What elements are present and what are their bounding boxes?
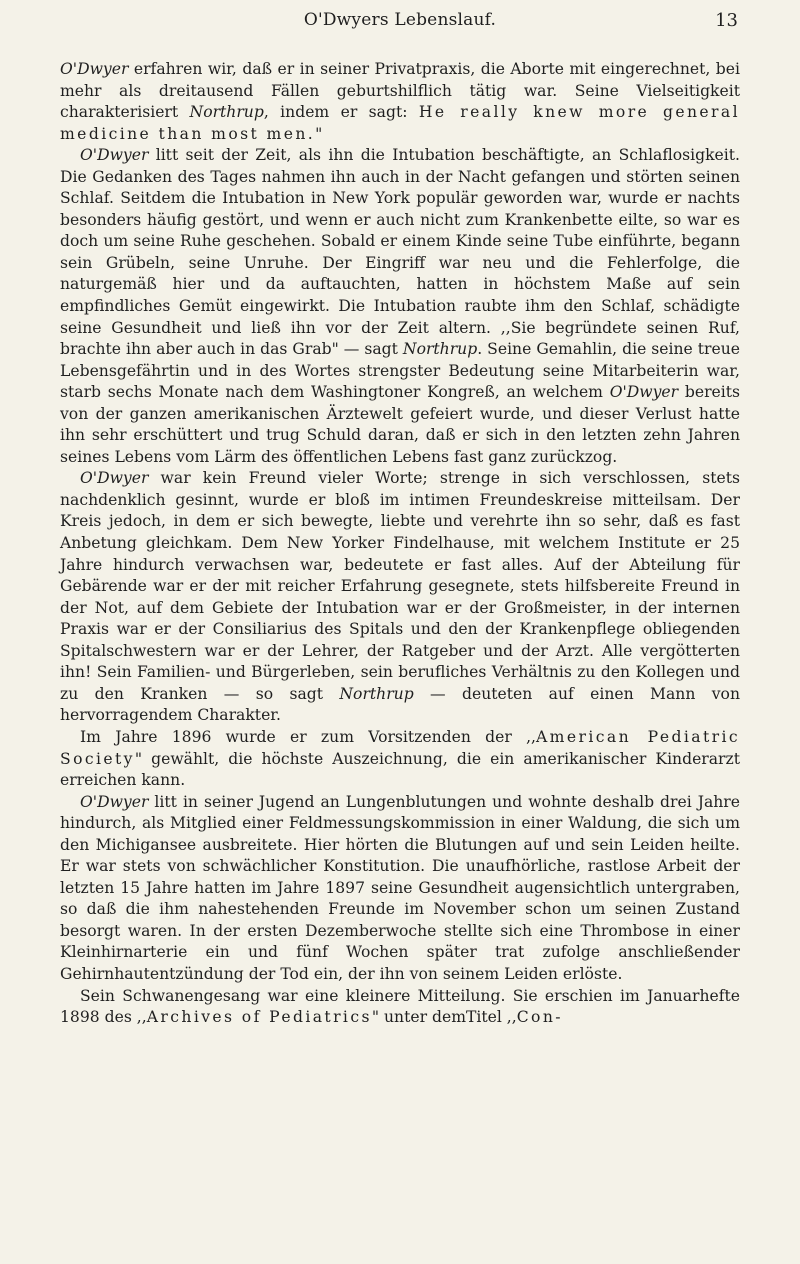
- paragraph: [60, 468, 740, 727]
- spaced-emphasis: Con-: [516, 1008, 563, 1027]
- paragraph: [60, 986, 740, 1029]
- person-name: O'Dwyer: [80, 146, 149, 165]
- person-name: O'Dwyer: [80, 469, 149, 488]
- text-run: Im Jahre 1896 wurde er zum Vorsitzenden der ,,: [80, 727, 537, 746]
- page-number: 13: [715, 10, 738, 31]
- text-run: " gewählt, die höchste Auszeichnung, die ein amerikanischer Kinderarzt erreichen kann.: [60, 749, 740, 790]
- text-run: litt in seiner Jugend an Lungenblutungen und wohnte deshalb drei Jahre hindurch, als Mitglied einer Feldmessungskommission in einer Waldung, die sich um den Michigansee ausbreitete. Hier hörten die Blutungen auf und sein Leiden heilte. Er war stets von schwächlicher Konstitution. Die unaufhörliche, rastlose Arbeit der letzten 15 Jahre hatten im Jahre 1897 seine Gesundheit augensichtlich untergraben, so daß die ihm nahestehenden Freunde im November schon um seinen Zustand besorgt waren. In der ersten Dezemberwoche stellte sich eine Thrombose in einer Kleinhirnarterie ein und fünf Wochen später trat zufolge anschließender Gehirnhautentzündung der Tod ein, der ihn von seinem Leiden erlöste.: [60, 792, 740, 983]
- running-header: [0, 10, 800, 36]
- paragraph: [60, 59, 740, 145]
- text-run: . Seine Gemahlin, die seine treue Lebensgefährtin und in des Wortes strengster Bedeutung seine Mitarbeiterin war, starb sechs Monate nach dem Washingtoner Kongreß, an welchem: [60, 340, 740, 402]
- paragraph: [60, 792, 740, 986]
- text-run: — deuteten auf einen Mann von hervorragendem Charakter.: [60, 684, 740, 725]
- person-name: Northrup: [189, 103, 264, 122]
- person-name: Northrup: [402, 340, 478, 359]
- text-run: erfahren wir, daß er in seiner Privatpraxis, die Aborte mit eingerechnet, bei mehr als dreitausend Fällen geburtshilflich tätig war. Seine Vielseitigkeit charakterisiert: [60, 60, 740, 122]
- person-name: O'Dwyer: [80, 792, 149, 811]
- text-run: litt seit der Zeit, als ihn die Intubation beschäftigte, an Schlaflosigkeit. Die Gedanken des Tages nahmen ihn auch in der Nacht gefangen und störten seinen Schlaf. Seitdem die Intubation in New York populär geworden war, wurde er nachts besonders häufig gestört, und wenn er auch nicht zum Krankenbette eilte, so war es doch um seine Ruhe geschehen. Sobald er einem Kinde seine Tube einführte, begann sein Grübeln, seine Unruhe. Der Eingriff war neu und die Fehlerfolge, die naturgemäß hier und da auftauchten, hatten in höchstem Maße auf sein empfindliches Gemüt eingewirkt. Die Intubation raubte ihm den Schlaf, schädigte seine Gesundheit und ließ ihn vor der Zeit altern. ,,Sie begründete seinen Ruf, brachte ihn aber auch in das Grab" — sagt: [60, 146, 740, 359]
- running-title: O'Dwyers Lebenslauf.: [303, 10, 497, 30]
- paragraph: [60, 145, 740, 468]
- text-run: bereits von der ganzen amerikanischen Ärztewelt gefeiert wurde, und dieser Verlust hatte ihn sehr erschüttert und trug Schuld daran, daß er sich in den letzten zehn Jahren seines Lebens vom Lärm des öffentlichen Lebens fast ganz zurückzog.: [60, 383, 741, 466]
- text-run: ": [315, 124, 323, 143]
- spaced-emphasis: He really knew more general medicine than most men.: [60, 103, 740, 143]
- text-run: , indem er sagt:: [263, 103, 419, 122]
- text-run: " unter demTitel ,,: [371, 1008, 517, 1027]
- spaced-emphasis: Archives of Pediatrics: [146, 1008, 372, 1027]
- text-run: war kein Freund vieler Worte; strenge in sich verschlossen, stets nachdenklich gesinnt, wurde er bloß im intimen Freundeskreise mitteilsam. Der Kreis jedoch, in dem er sich bewegte, liebte und verehrte ihn so sehr, daß es fast Anbetung gleichkam. Dem New Yorker Findelhause, mit welchem Institute er 25 Jahre hindurch verwachsen war, bedeutete er fast alles. Auf der Abteilung für Gebärende war er der mit reicher Erfahrung gesegnete, stets hilfsbereite Freund in der Not, auf dem Gebiete der Intubation war er der Großmeister, in der internen Praxis war er der Consiliarius des Spitals und den der Krankenpflege obliegenden Spitalschwestern war er der Lehrer, der Ratgeber und der Arzt. Alle vergötterten ihn! Sein Familien- und Bürgerleben, sein berufliches Verhältnis zu den Kollegen und zu den Kranken — so sagt: [60, 469, 740, 703]
- person-name: Northrup: [339, 684, 414, 703]
- paragraph: [60, 727, 740, 792]
- text-run: Sein Schwanengesang war eine kleinere Mitteilung. Sie erschien im Januarhefte 1898 des ,,: [60, 986, 740, 1027]
- person-name: O'Dwyer: [609, 383, 679, 402]
- spaced-emphasis: American Pediatric Society: [60, 727, 740, 768]
- body-text: [60, 59, 740, 1029]
- person-name: O'Dwyer: [60, 60, 129, 78]
